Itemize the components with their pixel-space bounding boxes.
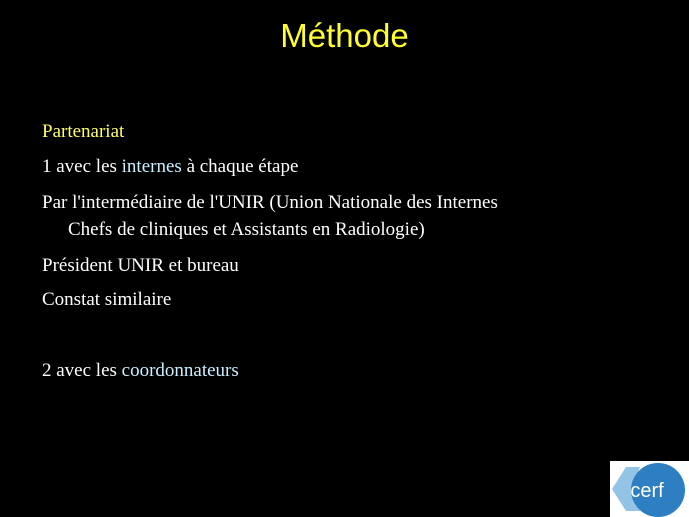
bullet-line-unir: Par l'intermédiaire de l'UNIR (Union Nationale des Internes — [42, 192, 498, 213]
bullet-line-unir-continued: Chefs de cliniques et Assistants en Radiologie) — [68, 219, 425, 240]
logo-text: cerf — [630, 480, 664, 502]
bullet-line-president: Président UNIR et bureau — [42, 255, 239, 276]
cerf-logo — [610, 461, 689, 517]
bullet-line-constat: Constat similaire — [42, 289, 172, 310]
coordonnateurs-highlight: coordonnateurs — [121, 360, 239, 381]
bullet-line-coordonnateurs-prefix: 2 avec les — [42, 360, 122, 381]
bullet-line-internes — [42, 155, 298, 179]
cerf-logo-icon — [610, 461, 689, 517]
section-heading: Partenariat — [42, 121, 125, 142]
bullet-line-internes-prefix: 1 avec les — [42, 156, 122, 177]
slide-title: Méthode — [280, 17, 409, 54]
bullet-line-coordonnateurs — [42, 359, 239, 383]
internes-highlight: internes — [121, 156, 182, 177]
bullet-line-internes-suffix: à chaque étape — [181, 156, 299, 177]
